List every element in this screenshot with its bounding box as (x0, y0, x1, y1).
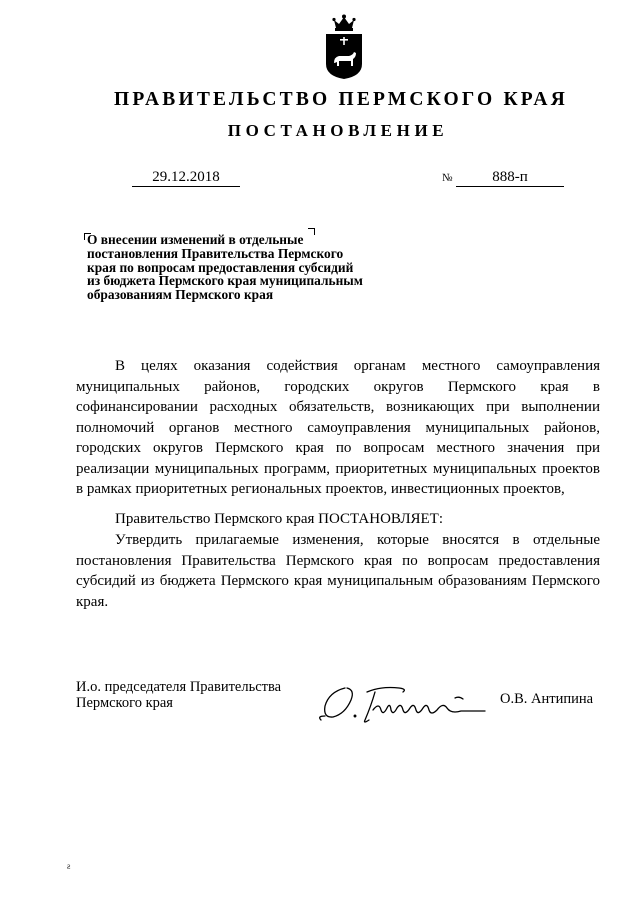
coat-of-arms-icon (323, 14, 365, 80)
signatory-position (76, 680, 281, 711)
scan-mark: ƨ (67, 861, 71, 871)
number-label: № (442, 172, 453, 184)
resolution-statement: Правительство Пермского края ПОСТАНОВЛЯЕТ: (115, 511, 444, 527)
document-subject: О внесении изменений в отдельные постановления Правительства Пермского края по вопросам предоставления субсидий из бюджета Пермского края муниципальным образованиям Пермского края (87, 232, 363, 303)
signatory-name: О.В. Антипина (500, 691, 594, 707)
signatory-position-line: И.о. председателя Правительства (76, 679, 282, 695)
document-date: 29.12.2018 (132, 169, 240, 187)
handwritten-signature (315, 680, 495, 726)
body-paragraph: В целях оказания содействия органам местного самоуправления муниципальных районов, городских округов Пермского края в софинансировании расходных обязательств, возникающих при выполнении полномочий органов местного самоуправления муниципальных районов, городских округов Пермского края по вопросам местного значения при реализации муниципальных программ, приоритетных муниципальных проектов в рамках приоритетных региональных проектов, инвестиционных проектов, (76, 358, 600, 497)
document-type: ПОСТАНОВЛЕНИЕ (227, 121, 449, 140)
signatory-position-line: Пермского края (76, 694, 173, 711)
document-number: 888-п (456, 169, 564, 187)
government-title: ПРАВИТЕЛЬСТВО ПЕРМСКОГО КРАЯ (114, 89, 568, 110)
body-paragraph: Утвердить прилагаемые изменения, которые вносятся в отдельные постановления Правительства Пермского края по вопросам предоставления субсидий из бюджета Пермского края муниципальным образованиям Пермского края. (76, 532, 600, 610)
